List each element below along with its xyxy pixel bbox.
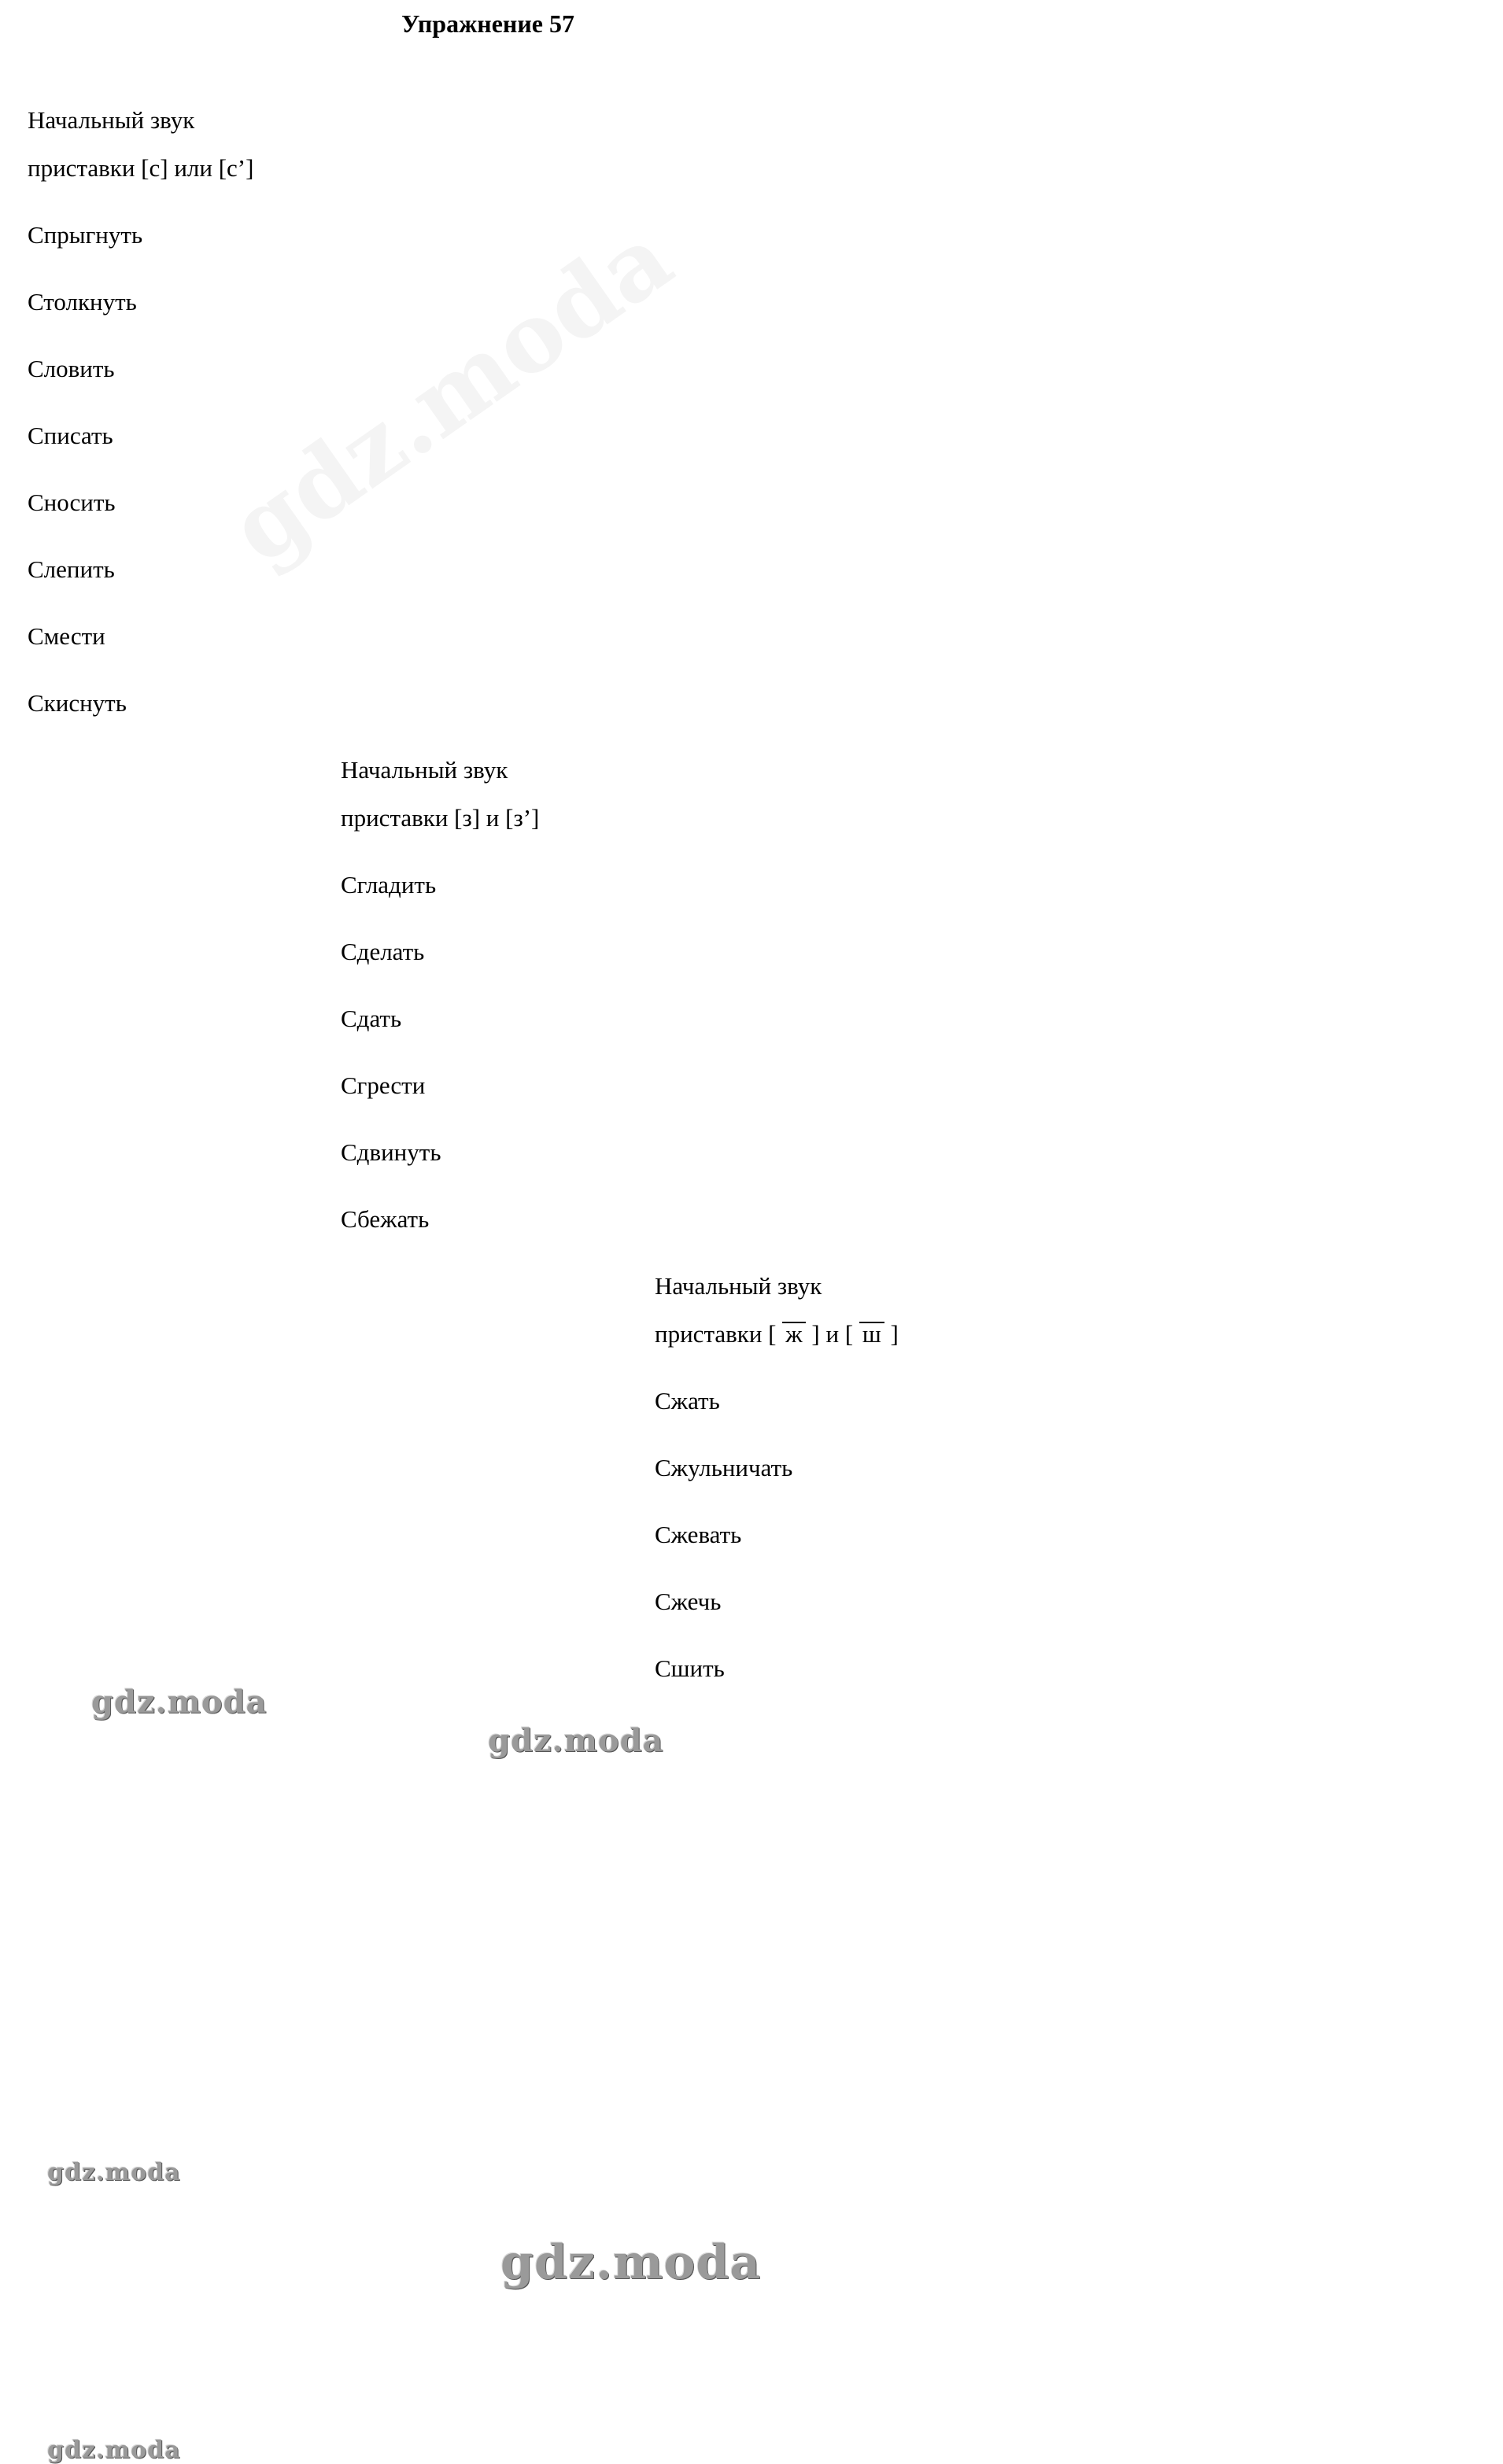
watermark-logo: gdz.moda [500, 2235, 762, 2290]
column-z-sound [341, 758, 648, 1231]
exercise-title: Упражнение 57 [401, 9, 574, 38]
word-item: Слепить [28, 555, 115, 583]
word-item: Сгрести [341, 1072, 426, 1099]
watermark-logo: gdz.moda [47, 2436, 181, 2464]
word-item: Столкнуть [28, 288, 137, 315]
word-item: Словить [28, 355, 115, 382]
word-item: Сжевать [655, 1521, 742, 1548]
watermark-logo: gdz.moda [91, 1684, 268, 1721]
word-item: Списать [28, 422, 113, 449]
word-item: Смести [28, 622, 105, 650]
word-item: Сделать [341, 938, 425, 965]
word-item: Сдвинуть [341, 1138, 441, 1166]
column-zh-sh-sound [655, 1274, 962, 1680]
word-item: Сносить [28, 489, 116, 516]
word-item: Сжечь [655, 1588, 722, 1615]
watermark-logo: gdz.moda [47, 2159, 181, 2186]
header-suffix: ] [890, 1320, 899, 1348]
watermark-logo: gdz.moda [488, 1722, 664, 1759]
word-item: Сжать [655, 1387, 720, 1415]
column-header-line1: Начальный звук [655, 1272, 822, 1300]
column-s-sound [28, 108, 334, 715]
word-item: Спрыгнуть [28, 221, 143, 249]
long-zh-letter: ж [782, 1322, 805, 1345]
column-header-line2: приставки [с] или [с’] [28, 154, 254, 182]
word-item: Скиснуть [28, 689, 127, 717]
background-watermark: gdz.moda [211, 202, 692, 585]
header-mid: ] и [ [811, 1320, 854, 1348]
column-header-line2 [655, 1322, 962, 1346]
column-header-line2: приставки [з] и [з’] [341, 804, 540, 832]
column-header-line1: Начальный звук [341, 756, 508, 784]
long-sh-letter: ш [859, 1322, 884, 1345]
word-item: Сбежать [341, 1205, 430, 1233]
column-header-line1: Начальный звук [28, 106, 195, 134]
word-item: Сжульничать [655, 1454, 793, 1481]
word-item: Сшить [655, 1654, 725, 1682]
word-item: Сгладить [341, 871, 437, 898]
header-prefix: приставки [ [655, 1320, 777, 1348]
word-item: Сдать [341, 1005, 402, 1032]
